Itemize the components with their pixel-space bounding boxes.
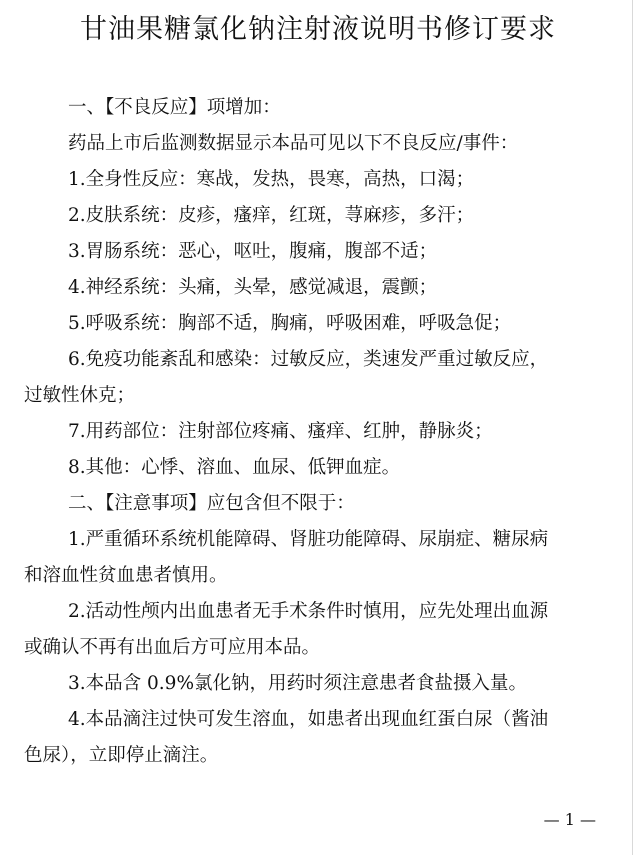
list-item: 2.活动性颅内出血患者无手术条件时慎用，应先处理出血源 (68, 601, 549, 622)
section-heading-precautions: 二、【注意事项】应包含但不限于： (68, 493, 355, 514)
page-edge-rule (632, 0, 633, 855)
list-item-continuation: 或确认不再有出血后方可应用本品。 (24, 637, 321, 658)
list-item: 6.免疫功能紊乱和感染：过敏反应，类速发严重过敏反应， (68, 349, 549, 370)
list-item: 4.神经系统：头痛，头晕，感觉减退，震颤； (68, 277, 438, 298)
document-title: 甘油果糖氯化钠注射液说明书修订要求 (80, 14, 556, 45)
list-item: 8.其他：心悸、溶血、血尿、低钾血症。 (68, 457, 401, 478)
page-number: — 1 — (543, 810, 596, 829)
list-item: 3.胃肠系统：恶心，呕吐，腹痛，腹部不适； (68, 241, 438, 262)
list-item: 2.皮肤系统：皮疹，瘙痒，红斑，荨麻疹，多汗； (68, 205, 475, 226)
list-item: 7.用药部位：注射部位疼痛、瘙痒、红肿，静脉炎； (68, 421, 493, 442)
list-item: 5.呼吸系统：胸部不适，胸痛，呼吸困难，呼吸急促； (68, 313, 512, 334)
section-heading-adverse-reactions: 一、【不良反应】项增加： (68, 97, 281, 118)
list-item: 3.本品含 0.9%氯化钠，用药时须注意患者食盐摄入量。 (68, 673, 528, 694)
document-body (24, 90, 618, 774)
list-item: 4.本品滴注过快可发生溶血，如患者出现血红蛋白尿（酱油 (68, 709, 549, 730)
paragraph-line: 药品上市后监测数据显示本品可见以下不良反应/事件： (68, 133, 519, 154)
list-item: 1.严重循环系统机能障碍、肾脏功能障碍、尿崩症、糖尿病 (68, 529, 549, 550)
list-item-continuation: 和溶血性贫血患者慎用。 (24, 565, 228, 586)
list-item-continuation: 色尿），立即停止滴注。 (24, 745, 219, 766)
list-item-continuation: 过敏性休克； (24, 385, 136, 406)
list-item: 1.全身性反应：寒战，发热，畏寒，高热，口渴； (68, 169, 475, 190)
